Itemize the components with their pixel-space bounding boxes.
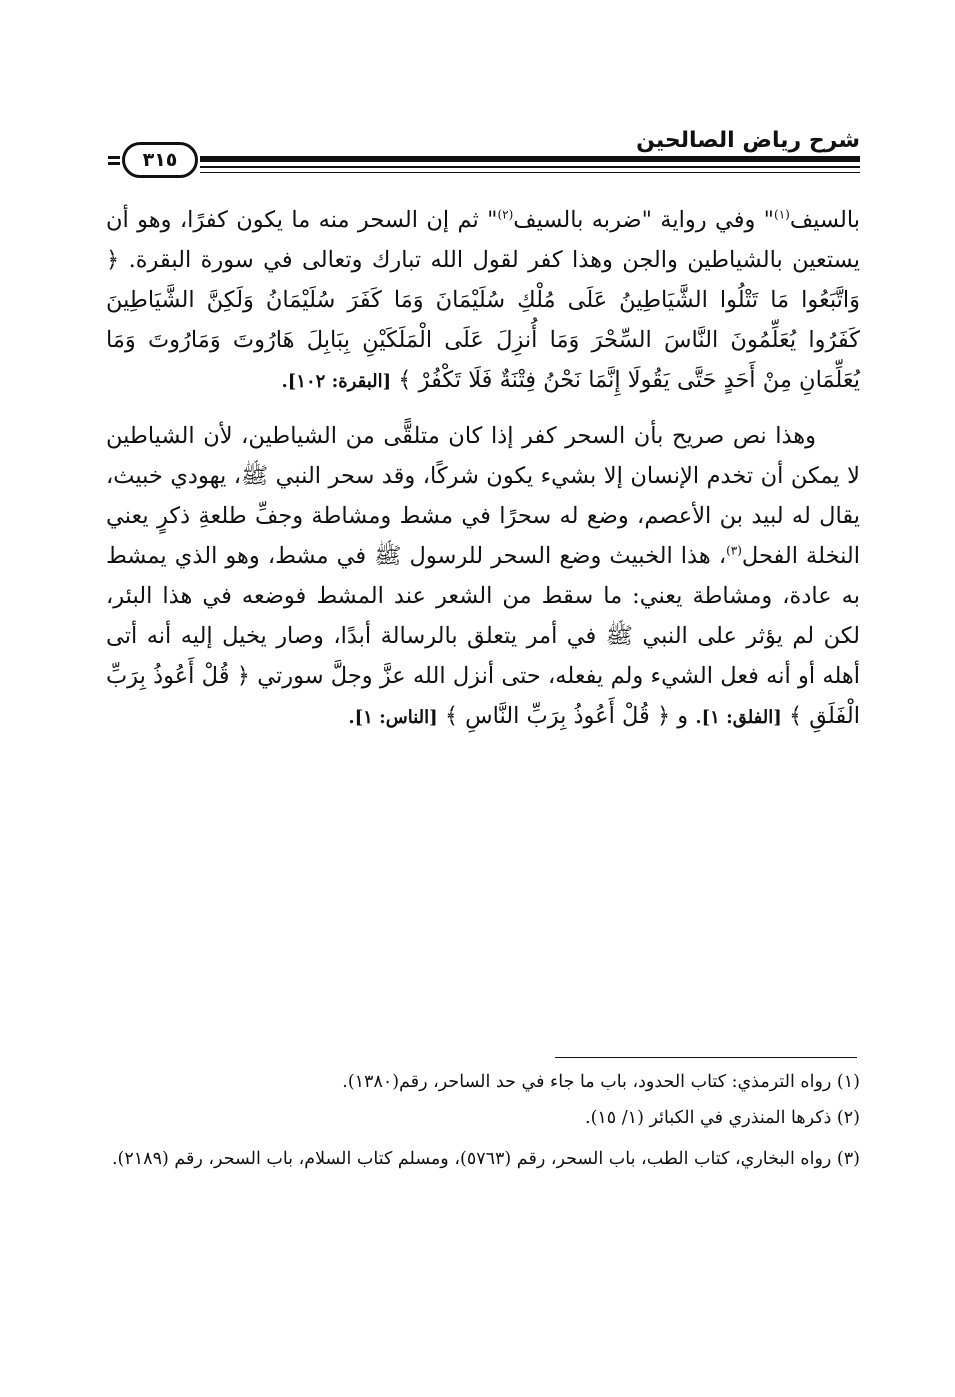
- paragraph-1: [106, 200, 860, 402]
- page-number: ٣١٥: [122, 142, 198, 178]
- footnote-marker-2: (٢): [497, 207, 514, 222]
- footnote-1: (١) رواه الترمذي: كتاب الحدود، باب ما جاء في حد الساحر، رقم(١٣٨٠).: [342, 1072, 860, 1092]
- footnote-2: (٢) ذكرها المنذري في الكبائر (١/ ١٥).: [585, 1108, 860, 1128]
- footnote-marker-3: (٣): [726, 543, 742, 558]
- quran-verse: ﴿ قُلْ أَعُوذُ بِرَبِّ الْفَلَقِ ﴾: [106, 663, 860, 729]
- text-segment: وهذا نص صريح بأن السحر كفر إذا كان متلقًّى من الشياطين، لأن الشياطين لا يمكن أن تخدم الإنسان إلا بشيء يكون شركًا، وقد سحر النبي ﷺ، يهودي خبيث، يقال له لبيد بن الأعصم، وضع له سحرًا في مشط ومشاطة وجفِّ طلعةِ ذكرٍ يعني النخلة الفحل: [106, 423, 860, 569]
- text-segment: و: [677, 703, 689, 729]
- text-segment: " وفي رواية "ضربه بالسيف: [513, 207, 775, 233]
- book-title: شرح رياض الصالحين: [636, 128, 860, 153]
- quran-verse: ﴿ قُلْ أَعُوذُ بِرَبِّ النَّاسِ ﴾: [444, 703, 671, 729]
- verse-reference: [الفلق: ١].: [695, 707, 782, 728]
- page-header: [108, 128, 860, 186]
- text-segment: ، هذا الخبيث وضع السحر للرسول ﷺ في مشط، وهو الذي يمشط به عادة، ومشاطة يعني: ما سقط من الشعر عند المشط فوضعه في هذا البئر، لكن لم يؤثر على النبي ﷺ في أمر يتعلق بالرسالة أبدًا، وصار يخيل إليه أنه أتى أهله أو أنه فعل الشيء ولم يفعله، حتى أنزل الله عزَّ وجلَّ سورتي: [106, 543, 861, 689]
- header-rule-thin: [200, 172, 860, 173]
- text-segment: " ثم إن السحر منه ما يكون كفرًا، وهو أن يستعين بالشياطين والجن وهذا كفر لقول الله تبارك وتعالى في سورة البقرة.: [106, 207, 860, 273]
- quran-verse: ﴿ وَاتَّبَعُوا مَا تَتْلُوا الشَّيَاطِينُ عَلَى مُلْكِ سُلَيْمَانَ وَمَا كَفَرَ سُلَيْمَانُ وَلَكِنَّ الشَّيَاطِينَ كَفَرُوا يُعَلِّمُونَ النَّاسَ السِّحْرَ وَمَا أُنزِلَ عَلَى الْمَلَكَيْنِ بِبَابِلَ هَارُوتَ وَمَارُوتَ وَمَا يُعَلِّمَانِ مِنْ أَحَدٍ حَتَّى يَقُولَا إِنَّمَا نَحْنُ فِتْنَةٌ فَلَا تَكْفُرْ ﴾: [106, 247, 860, 393]
- text-segment: بالسيف: [789, 207, 860, 233]
- verse-reference: [الناس: ١].: [348, 707, 438, 728]
- footnote-3: (٣) رواه البخاري، كتاب الطب، باب السحر، رقم (٥٧٦٣)، ومسلم كتاب السلام، باب السحر، رقم (٢١٨٩).: [111, 1149, 860, 1169]
- footnote-marker-1: (١): [774, 207, 790, 222]
- page-number-bars: [108, 156, 120, 168]
- main-text: [106, 200, 860, 738]
- page-number-ornament: [108, 142, 200, 182]
- header-rule-medium: [200, 166, 860, 168]
- footnotes: [106, 1066, 860, 1184]
- paragraph-2: [106, 416, 860, 738]
- header-rule-thick: [200, 156, 860, 162]
- verse-reference: [البقرة: ١٠٢].: [281, 371, 392, 392]
- footnote-separator: [555, 1057, 857, 1058]
